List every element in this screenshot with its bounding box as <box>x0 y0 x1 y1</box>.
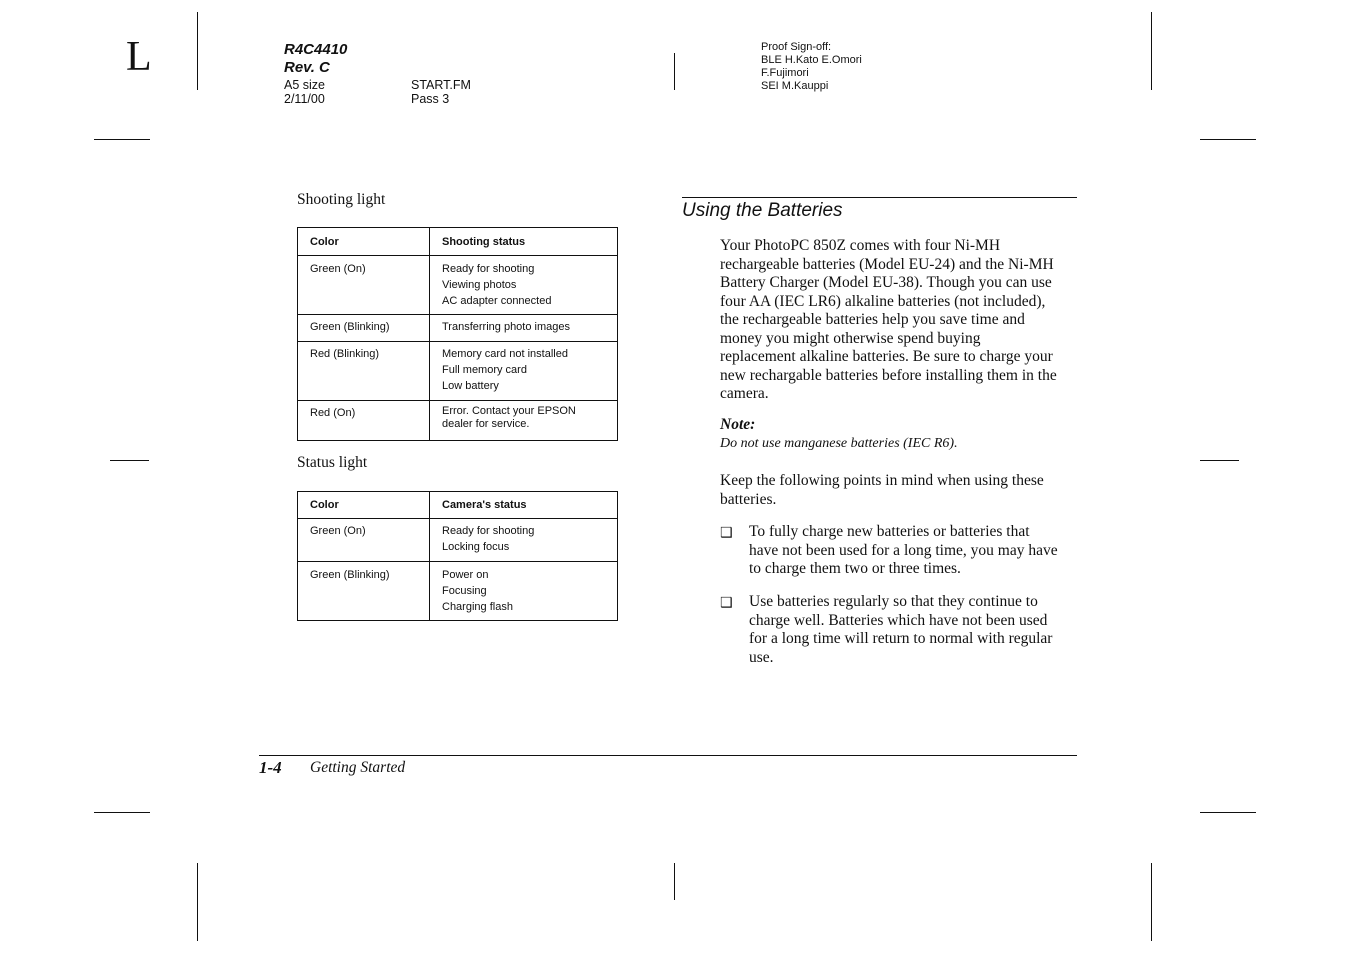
shooting-light-table <box>297 227 618 441</box>
keep-paragraph: Keep the following points in mind when using these batteries. <box>720 472 1044 508</box>
status-cell: Error. Contact your EPSON dealer for service. <box>430 401 618 441</box>
crop-mark <box>110 460 149 461</box>
crop-mark <box>674 53 675 90</box>
table-row <box>298 562 618 621</box>
table-header-row <box>298 492 618 519</box>
status-cell: Ready for shooting Locking focus <box>430 519 618 562</box>
table-row <box>298 315 618 342</box>
crop-mark <box>1151 863 1152 941</box>
color-cell: Green (Blinking) <box>298 315 430 342</box>
color-cell: Green (On) <box>298 256 430 315</box>
bullet-item: Use batteries regularly so that they continue to charge well. Batteries which have not been used for a long time will return to normal with regular use. <box>749 593 1053 666</box>
proof-line: BLE H.Kato E.Omori <box>761 54 862 66</box>
note-label: Note: <box>720 416 756 433</box>
crop-mark <box>197 12 198 90</box>
crop-mark <box>94 812 150 813</box>
crop-mark <box>674 863 675 900</box>
section-rule <box>682 197 1077 198</box>
intro-paragraph: Your PhotoPC 850Z comes with four Ni-MH rechargeable batteries (Model EU-24) and the Ni-MH Battery Charger (Model EU-38). Though you can use four AA (IEC LR6) alkaline batteries (not included), the rechargeable batteries help you save time and money you might otherwise spend buying replacement alkaline batteries. Be sure to charge your new rechargable batteries before installing them in the camera. <box>720 237 1057 402</box>
crop-mark <box>1200 460 1239 461</box>
crop-mark <box>197 863 198 941</box>
status-cell: Memory card not installed Full memory card Low battery <box>430 342 618 401</box>
pass-number: Pass 3 <box>411 92 450 106</box>
corner-letter: L <box>126 34 152 80</box>
table-header-row <box>298 228 618 256</box>
doc-date: 2/11/00 <box>284 92 325 106</box>
proof-line: SEI M.Kauppi <box>761 80 829 92</box>
proof-line: F.Fujimori <box>761 67 809 79</box>
color-cell: Red (On) <box>298 401 430 441</box>
status-cell: Ready for shooting Viewing photos AC adapter connected <box>430 256 618 315</box>
proof-signoff <box>761 41 862 93</box>
crop-mark <box>94 139 150 140</box>
column-header: Camera's status <box>430 492 618 519</box>
footer-rule <box>259 755 1077 756</box>
note-text: Do not use manganese batteries (IEC R6). <box>720 436 958 451</box>
proof-line: Proof Sign-off: <box>761 41 832 53</box>
crop-mark <box>1200 812 1256 813</box>
color-cell: Green (Blinking) <box>298 562 430 621</box>
bullet-item: To fully charge new batteries or batteries that have not been used for a long time, you may have to charge them two or three times. <box>749 523 1058 577</box>
status-light-table <box>297 491 618 621</box>
column-header: Color <box>298 492 430 519</box>
table-row <box>298 256 618 315</box>
column-header: Shooting status <box>430 228 618 256</box>
status-light-caption: Status light <box>297 454 368 471</box>
crop-mark <box>1200 139 1256 140</box>
color-cell: Red (Blinking) <box>298 342 430 401</box>
status-cell: Transferring photo images <box>430 315 618 342</box>
page-number: 1-4 <box>259 758 282 777</box>
doc-id: R4C4410 <box>284 41 348 58</box>
crop-mark <box>1151 12 1152 90</box>
checkbox-bullet-icon: ❑ <box>720 524 733 540</box>
table-row <box>298 342 618 401</box>
revision: Rev. C <box>284 59 330 76</box>
status-cell: Power on Focusing Charging flash <box>430 562 618 621</box>
section-title: Using the Batteries <box>682 200 843 221</box>
page-size: A5 size <box>284 78 325 92</box>
table-row <box>298 401 618 441</box>
color-cell: Green (On) <box>298 519 430 562</box>
file-name: START.FM <box>411 78 471 92</box>
shooting-light-caption: Shooting light <box>297 191 386 208</box>
chapter-title: Getting Started <box>310 759 406 776</box>
table-row <box>298 519 618 562</box>
checkbox-bullet-icon: ❑ <box>720 594 733 610</box>
column-header: Color <box>298 228 430 256</box>
